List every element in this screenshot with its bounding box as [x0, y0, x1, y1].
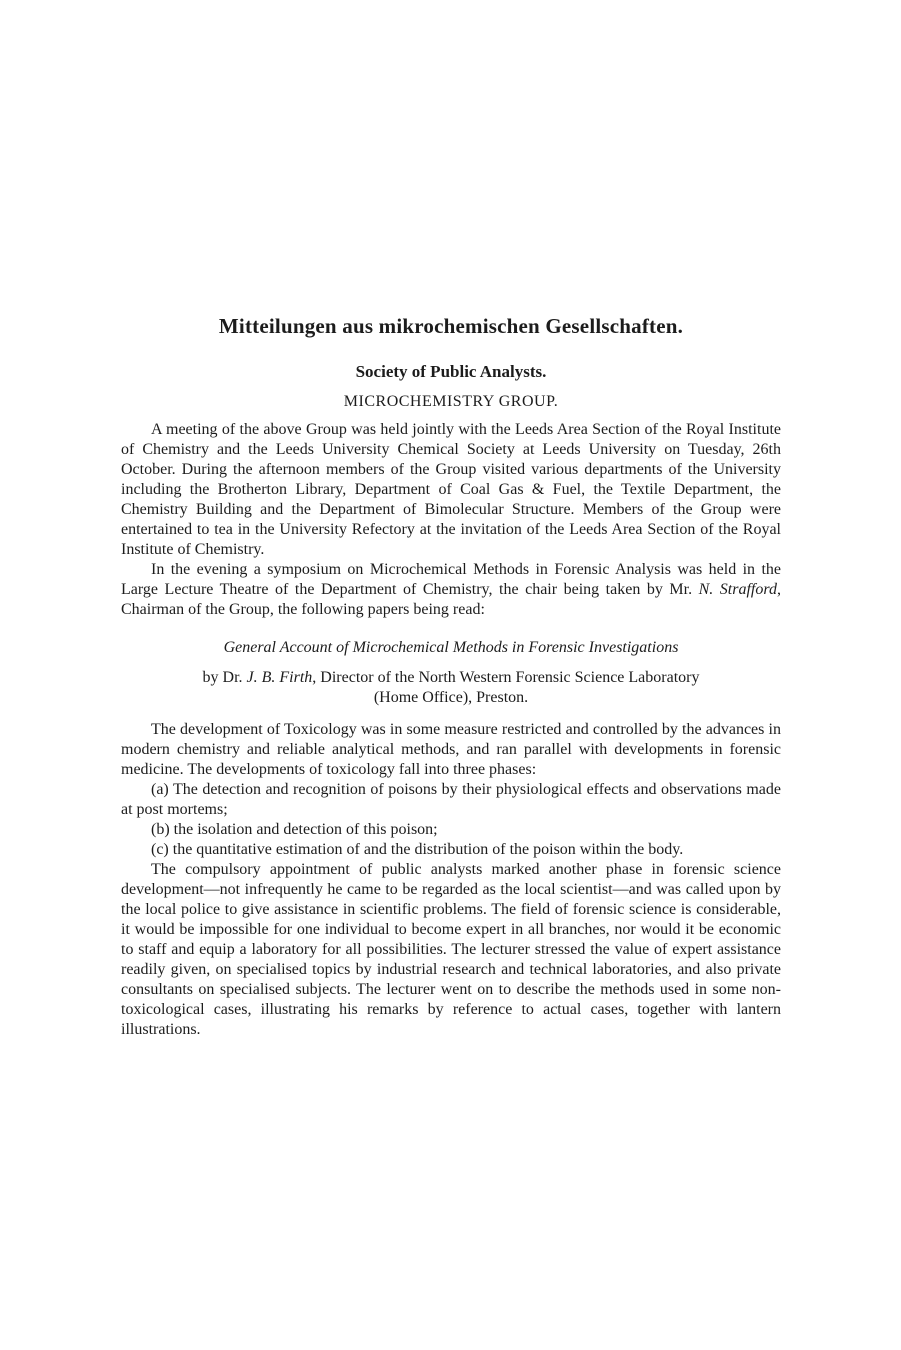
page-title: Mitteilungen aus mikrochemischen Gesellschaften. — [218, 314, 684, 338]
intro-paragraph-2-text-a: In the evening a symposium on Microchemical Methods in Forensic Analysis was held in the Large Lecture Theatre of the Department of Chemistry, the chair being taken by Mr. — [121, 561, 781, 598]
group-heading: MICROCHEMISTRY GROUP. — [343, 393, 559, 410]
intro-paragraph-2 — [121, 560, 781, 620]
intro-paragraph-1: A meeting of the above Group was held jointly with the Leeds Area Section of the Royal Institute of Chemistry and the Leeds University Chemical Society at Leeds University on Tuesday, 26th October. During the afternoon members of the Group visited various departments of the University including the Brotherton Library, Department of Coal Gas & Fuel, the Textile Department, the Chemistry Building and the Department of Bimolecular Structure. Members of the Group were entertained to tea in the University Refectory at the invitation of the Leeds Area Section of the Royal Institute of Chemistry. — [121, 421, 781, 558]
society-heading: Society of Public Analysts. — [355, 362, 547, 381]
chairman-name: N. Strafford — [698, 581, 778, 598]
author-affiliation: , Director of the North Western Forensic Science Laboratory — [312, 669, 700, 686]
author-name: J. B. Firth — [246, 669, 313, 686]
phase-item-c: (c) the quantitative estimation of and the distribution of the poison within the body. — [151, 841, 684, 858]
body-paragraph-2: The compulsory appointment of public analysts marked another phase in forensic science development—not infrequently he came to be regarded as the local scientist—and was called upon by the local police to give assistance in scientific problems. The field of forensic science is considerable, it would be impossible for one individual to become expert in all branches, nor would it be economic to staff and equip a laboratory for all possibilities. The lecturer stressed the value of expert assistance readily given, on specialised topics by industrial research and technical laboratories, and also private consultants on specialised subjects. The lecturer went on to describe the methods used in some non-toxicological cases, illustrating his remarks by reference to actual cases, together with lantern illustrations. — [121, 861, 781, 1038]
intro-paragraph-2-text-b: , Chairman of the Group, the following papers being read: — [121, 581, 782, 618]
author-line — [121, 668, 781, 708]
phase-item-b: (b) the isolation and detection of this poison; — [151, 821, 438, 838]
body-paragraph-1: The development of Toxicology was in some measure restricted and controlled by the advances in modern chemistry and reliable analytical methods, and ran parallel with developments in forensic medicine. The developments of toxicology fall into three phases: — [121, 721, 781, 778]
paper-title: General Account of Microchemical Methods in Forensic Investigations — [223, 639, 679, 656]
phase-item-a: (a) The detection and recognition of poisons by their physiological effects and observations made at post mortems; — [121, 781, 781, 818]
author-prefix: by Dr. — [202, 669, 247, 686]
article-body — [121, 312, 781, 1040]
author-affiliation-line-2: (Home Office), Preston. — [373, 689, 529, 706]
